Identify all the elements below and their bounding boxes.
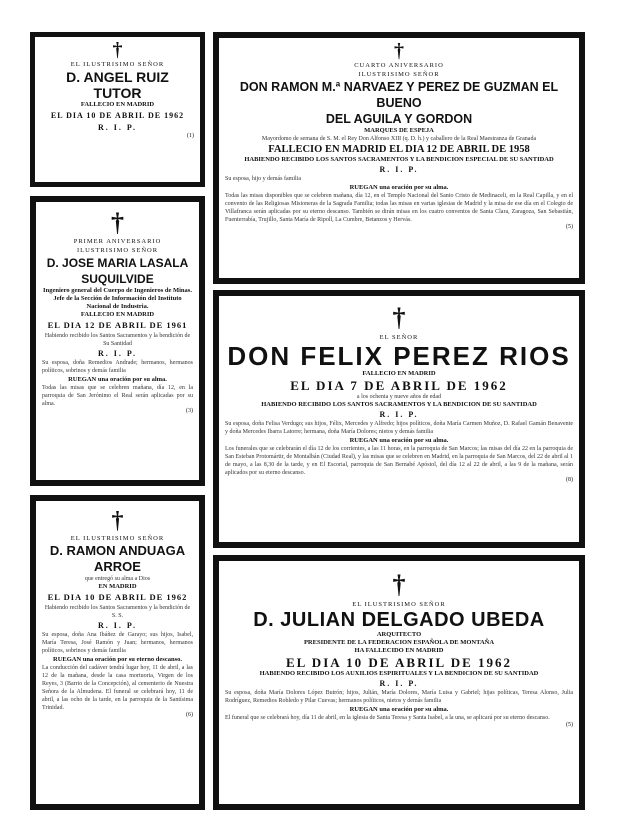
- age-text: a los ochenta y nueve años de edad: [356, 394, 442, 400]
- ruegan-text: RUEGAN una oración por su eterno descanso.: [53, 656, 182, 663]
- intro-text: que entregó su alma a Dios: [84, 576, 151, 582]
- sacraments-text: Habiendo recibido los Santos Sacramentos y la bendición de Su Santidad: [44, 333, 191, 347]
- fallecio-text: HA FALLECIDO EN MADRID: [354, 647, 444, 654]
- death-date: FALLECIO EN MADRID EL DIA 12 DE ABRIL DE 1958: [268, 144, 530, 155]
- notice-anduaga: [30, 495, 205, 810]
- body-text: Todas las misas disponibles que se celebren mañana, día 12, en el Templo Nacional del Santo Cristo de Medinaceli, en la Real Capilla, y en el convento de las Religiosas Misioneras de la Sagrada Familia; todas las misas en varias iglesias de Madrid y la misa de ese día en el Colegio de Villafranca serán aplicadas por su eterno descanso. También se dirán misas en los cuatro conventos de Santa Clara, Zaragoza, San Sebastián, Fuenterrabía, Trujillo, Santa María de Ripoll, La Cumbre, Betanzos y Hervás.: [225, 193, 573, 223]
- reference-number: (5): [566, 224, 573, 230]
- fallecio-text: FALLECIO EN MADRID: [80, 311, 155, 318]
- deceased-name-line1: D. RAMON ANDUAGA: [49, 543, 186, 558]
- reference-number: (1): [187, 133, 194, 139]
- cross-icon: †: [392, 570, 406, 599]
- reference-number: (8): [566, 477, 573, 483]
- rip-text: R. I. P.: [379, 679, 419, 688]
- deceased-name: D. JULIAN DELGADO UBEDA: [253, 609, 545, 631]
- ruegan-text: RUEGAN una oración por su alma.: [68, 376, 167, 383]
- office-text: Ingeniero general del Cuerpo de Ingenieros de Minas. Jefe de la Sección de Información del Instituto Nacional de Industria.: [43, 287, 192, 310]
- fallecio-text: FALLECIO EN MADRID: [362, 370, 436, 377]
- death-date: EL DIA 10 DE ABRIL DE 1962: [50, 111, 185, 120]
- deceased-name-line1: D. JOSE MARIA LASALA: [46, 256, 189, 270]
- ruegan-text: RUEGAN una oración por su alma.: [349, 706, 449, 713]
- cross-icon: †: [111, 508, 124, 534]
- cross-icon: †: [111, 208, 124, 237]
- notice-heading: EL ILUSTRISIMO SEÑOR: [352, 601, 446, 608]
- family-text: Su esposa, doña Remedios Andrade; hermanos, hermanos políticos, sobrinos y demás familia: [42, 360, 193, 374]
- reference-number: (6): [186, 712, 193, 718]
- notice-heading: PRIMER ANIVERSARIO: [73, 238, 162, 245]
- office-text: PRESIDENTE DE LA FEDERACION ESPAÑOLA DE MONTAÑA: [303, 639, 495, 646]
- sacraments-text: Habiendo recibido los Santos Sacramentos y la bendición de S. S.: [44, 605, 191, 619]
- body-text: La conducción del cadáver tendrá lugar hoy, 11 de abril, a las 12 de la mañana, desde la casa mortuoria, Virgen de los Reyes, 3 (Barrio de la Concepción), al cementerio de Nuestra Señora de la Almudena. El funeral se celebrará hoy, 11 de abril, a las ocho de la tarde, en la parroquia de la Santísima Trinidad.: [42, 665, 193, 711]
- notice-heading: EL ILUSTRISIMO SEÑOR: [70, 535, 165, 542]
- notice-subheading: ILUSTRISIMO SEÑOR: [358, 71, 440, 78]
- family-text: Su esposa, doña Ana Ibáñez de Garayo; sus hijos, Isabel, María Teresa, José Ramón y Juan; hermanos, hermanos políticos, sobrinos y demás familia: [42, 632, 193, 654]
- reference-number: (3): [186, 408, 193, 414]
- rip-text: R. I. P.: [379, 410, 419, 419]
- cross-icon: †: [392, 303, 406, 332]
- rip-text: R. I. P.: [97, 349, 138, 358]
- rip-text: R. I. P.: [379, 165, 419, 174]
- reference-number: (5): [566, 722, 573, 728]
- deceased-name-line2: DEL AGUILA Y GORDON: [325, 112, 473, 126]
- notice-lasala: [30, 196, 205, 486]
- deceased-name: DON FELIX PEREZ RIOS: [227, 341, 571, 371]
- body-text: Todas las misas que se celebren mañana, día 12, en la parroquia de San Jerónimo el Real serán aplicadas por su alma.: [42, 385, 193, 407]
- death-date: EL DIA 10 DE ABRIL DE 1962: [47, 592, 188, 602]
- ruegan-text: RUEGAN una oración por su alma.: [349, 184, 449, 191]
- family-text: Su esposa, hijo y demás familia: [225, 176, 301, 182]
- notice-heading: CUARTO ANIVERSARIO: [354, 62, 444, 69]
- death-date: EL DIA 7 DE ABRIL DE 1962: [290, 378, 508, 393]
- notice-heading: EL ILUSTRISIMO SEÑOR: [70, 61, 165, 68]
- sacraments-text: HABIENDO RECIBIDO LOS SANTOS SACRAMENTOS Y LA BENDICION DE SU SANTIDAD: [261, 401, 537, 408]
- rip-text: R. I. P.: [97, 123, 138, 132]
- death-date: EL DIA 12 DE ABRIL DE 1961: [47, 320, 188, 330]
- noble-title: MARQUES DE ESPEJA: [364, 127, 434, 134]
- deceased-name: D. ANGEL RUIZ TUTOR: [66, 69, 169, 101]
- cross-icon: †: [112, 39, 123, 61]
- notice-heading: EL SEÑOR: [379, 334, 419, 341]
- office-text: Mayordomo de semana de S. M. el Rey Don Alfonso XIII (q. D. h.) y caballero de la Real Maestranza de Granada: [261, 136, 537, 142]
- notice-narvaez: [213, 32, 585, 284]
- rip-text: R. I. P.: [97, 621, 138, 630]
- family-text: Su esposa, doña María Dolores López Butrón; hijos, Julián, María Dolores, María Luisa y Gabriel; hijas políticas, Teresa Alonso, Julia Rodríguez, Remedios Robledo y Pilar Cuevas; hermanos políticos, nietos y demás familia: [225, 690, 573, 704]
- deceased-name-line2: ARROE: [94, 559, 141, 574]
- notice-subheading: ILUSTRISIMO SEÑOR: [76, 247, 159, 254]
- body-text: El funeral que se celebrará hoy, día 11 de abril, en la iglesia de Santa Teresa y Santa Isabel, a la una, se aplicará por su eterno descanso.: [225, 715, 550, 721]
- sacraments-text: HABIENDO RECIBIDO LOS SANTOS SACRAMENTOS Y LA BENDICION ESPECIAL DE SU SANTIDAD: [244, 156, 554, 163]
- notice-perez-rios: [213, 290, 585, 548]
- deceased-name-line1: DON RAMON M.ª NARVAEZ Y PEREZ DE GUZMAN EL BUENO: [239, 80, 559, 110]
- death-date: EL DIA 10 DE ABRIL DE 1962: [285, 655, 513, 670]
- family-text: Su esposa, doña Felisa Verdugo; sus hijos, Félix, Mercedes y Alfredo; hijos políticos, doña María Carmen Muñoz, D. Rafael Gamán Benavente y doña Mercedes Ibarra Latorre; hermana, doña María Dolores; nietos y demás familia: [225, 421, 573, 435]
- body-text: Los funerales que se celebrarán el día 12 de los corrientes, a las 11 horas, en la parroquia de San Marcos; las misas del día 22 en la parroquia de San Esteban Protomártir, de Montalbán (Ciudad Real), y las misas que se celebren en Madrid, en la parroquia de San Marcos, del 22 de abril al 1 de mayo, a las 8,30 de la tarde, y en El Escorial, parroquia de San Bernabé Apóstol, del día 12 al 22 de abril, a las 9 de la mañana, serán aplicados por su eterno descanso.: [225, 446, 573, 476]
- notice-delgado: [213, 555, 585, 810]
- fallecio-text: EN MADRID: [98, 583, 137, 590]
- deceased-name-line2: SUQUILVIDE: [81, 272, 154, 286]
- profession-text: ARQUITECTO: [376, 631, 422, 638]
- ruegan-text: RUEGAN una oración por su alma.: [349, 437, 449, 444]
- notice-ruiz-tutor: [30, 32, 205, 187]
- cross-icon: †: [394, 40, 404, 62]
- fallecio-text: FALLECIO EN MADRID: [80, 101, 155, 108]
- sacraments-text: HABIENDO RECIBIDO LOS AUXILIOS ESPIRITUALES Y LA BENDICION DE SU SANTIDAD: [259, 670, 539, 677]
